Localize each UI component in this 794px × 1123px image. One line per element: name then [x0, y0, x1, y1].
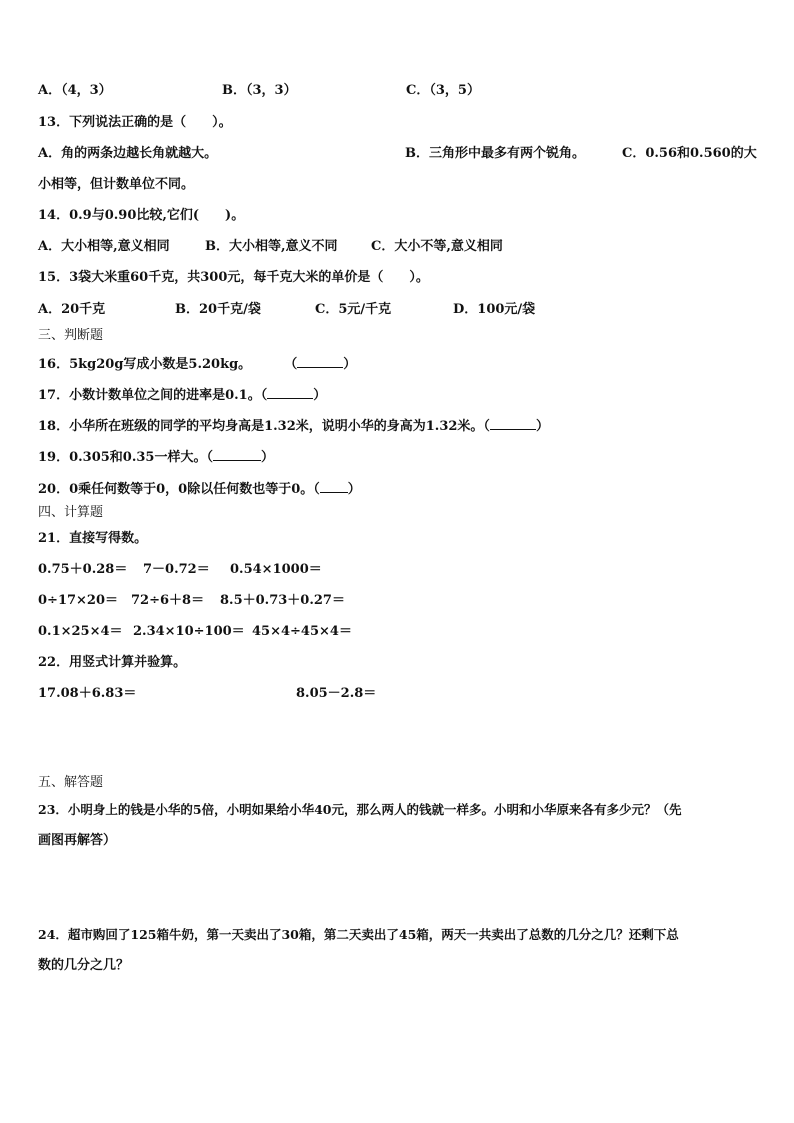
q22-stem: 22．用竖式计算并验算。	[38, 655, 187, 670]
q21-expr-8: 2.34×10÷100＝	[133, 624, 245, 639]
q18-text: 18．小华所在班级的同学的平均身高是1.32米，说明小华的身高为1.32米。	[38, 419, 484, 434]
q21-expr-6: 8.5＋0.73＋0.27＝	[220, 593, 345, 608]
q21-expr-4: 0÷17×20＝	[38, 593, 119, 608]
q17-answer-blank[interactable]	[267, 384, 313, 399]
q19-text: 19．0.305和0.35一样大。	[38, 450, 207, 465]
q21-expr-5: 72÷6＋8＝	[131, 593, 205, 608]
q13-option-a: A．角的两条边越长角就越大。	[38, 146, 218, 161]
q21-expr-3: 0.54×1000＝	[230, 562, 322, 577]
q20-answer-blank[interactable]	[320, 478, 348, 493]
q22-expr-1: 17.08＋6.83＝	[38, 686, 137, 701]
q16-answer-blank[interactable]	[297, 353, 343, 368]
q24-line-1: 24．超市购回了125箱牛奶，第一天卖出了30箱，第二天卖出了45箱，两天一共卖出了总数的几分之几？还剩下总	[38, 927, 679, 942]
q21-stem: 21．直接写得数。	[38, 531, 148, 546]
q21-expr-2: 7－0.72＝	[143, 562, 210, 577]
q17-text: 17．小数计数单位之间的进率是0.1。	[38, 388, 261, 403]
q19	[38, 446, 274, 467]
q19-paren-close: ）	[260, 450, 274, 465]
q24-line-2: 数的几分之几？	[38, 958, 130, 973]
q13-option-c-continued: 小相等，但计数单位不同。	[38, 177, 195, 192]
section-heading-word-problems: 五、解答题	[38, 775, 104, 790]
q18-answer-blank[interactable]	[490, 415, 536, 430]
section-heading-calculation: 四、计算题	[38, 505, 104, 520]
q17	[38, 384, 326, 405]
q15-option-d: D．100元/袋	[453, 302, 536, 317]
q20-paren-close: ）	[347, 482, 361, 497]
q20-text: 20．0乘任何数等于0，0除以任何数也等于0。	[38, 482, 314, 497]
q16	[38, 353, 356, 374]
q14-stem: 14．0.9与0.90比较,它们( )。	[38, 208, 245, 223]
q18-paren-close: ）	[535, 419, 549, 434]
q15-option-c: C．5元/千克	[315, 302, 392, 317]
q12-option-b: B．（3，3）	[222, 83, 297, 98]
q20	[38, 478, 361, 499]
q23-line-1: 23．小明身上的钱是小华的5倍，小明如果给小华40元，那么两人的钱就一样多。小明和小华原来各有多少元？（先	[38, 802, 682, 817]
q12-option-c: C．（3，5）	[406, 83, 480, 98]
q22-expr-2: 8.05－2.8＝	[296, 686, 377, 701]
section-heading-judgement: 三、判断题	[38, 328, 104, 343]
q14-option-b: B．大小相等,意义不同	[205, 239, 338, 254]
q15-option-b: B．20千克/袋	[175, 302, 261, 317]
q13-stem: 13．下列说法正确的是（ ）。	[38, 115, 232, 130]
q13-option-b: B．三角形中最多有两个锐角。	[405, 146, 585, 161]
q21-expr-9: 45×4÷45×4＝	[252, 624, 352, 639]
q16-text: 16．5kg20g写成小数是5.20kg。	[38, 357, 252, 372]
q19-answer-blank[interactable]	[213, 446, 261, 461]
q23-line-2: 画图再解答）	[38, 833, 117, 848]
q17-paren-close: ）	[313, 388, 327, 403]
q12-option-a: A．（4，3）	[38, 83, 112, 98]
q20-paren-open: （	[313, 482, 320, 497]
q21-expr-1: 0.75＋0.28＝	[38, 562, 128, 577]
q18-paren-open: （	[483, 419, 490, 434]
q15-stem: 15．3袋大米重60千克，共300元，每千克大米的单价是（ ）。	[38, 270, 429, 285]
q13-option-c: C．0.56和0.560的大	[622, 146, 757, 161]
q14-option-c: C．大小不等,意义相同	[371, 239, 503, 254]
q18	[38, 415, 549, 436]
q21-expr-7: 0.1×25×4＝	[38, 624, 123, 639]
q14-option-a: A．大小相等,意义相同	[38, 239, 170, 254]
q19-paren-open: （	[206, 450, 213, 465]
q16-paren-close: ）	[343, 357, 357, 372]
q16-paren-open: （	[284, 357, 298, 372]
q17-paren-open: （	[260, 388, 268, 403]
q15-option-a: A．20千克	[38, 302, 106, 317]
